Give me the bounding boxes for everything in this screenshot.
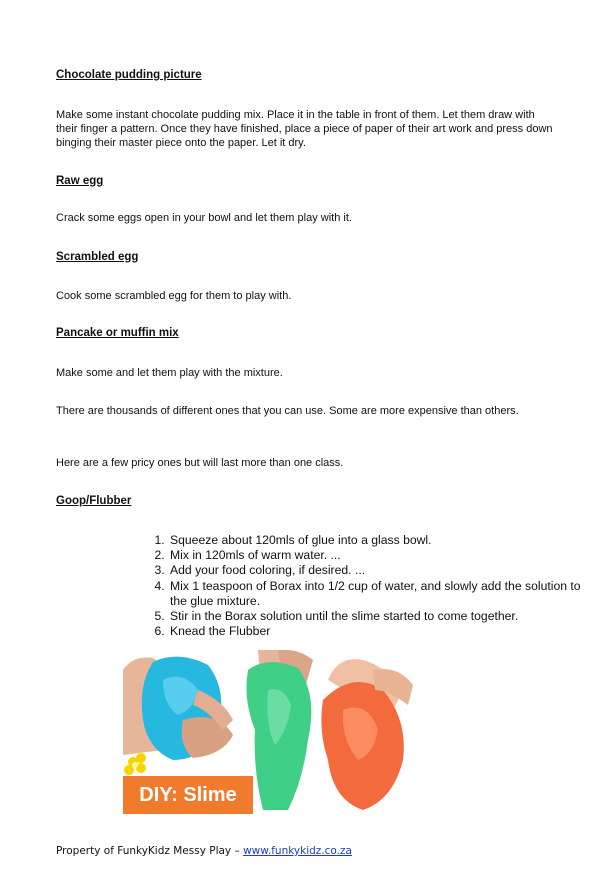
goop-steps-list [150, 533, 588, 639]
green-slime-hand [247, 650, 313, 810]
goop-step: 5. Stir in the Borax solution until the slime started to come together. [168, 609, 588, 624]
paragraph-thousands: There are thousands of different ones that you can use. Some are more expensive than others. [56, 405, 519, 417]
paragraph-chocolate-pudding: Make some instant chocolate pudding mix. Place it in the table in front of them. Let them draw with their finger a pattern. Once they have finished, place a piece of paper of their art work and press down binging their master piece onto the paper. Let it dry. [56, 109, 553, 149]
paragraph-scrambled-egg: Cook some scrambled egg for them to play with. [56, 290, 292, 302]
footer-text: Property of FunkyKidz Messy Play – [56, 845, 244, 857]
paragraph-raw-egg: Crack some eggs open in your bowl and let them play with it. [56, 212, 352, 224]
heading-pancake-muffin: Pancake or muffin mix [56, 327, 179, 339]
heading-scrambled-egg: Scrambled egg [56, 251, 139, 263]
footer [56, 845, 352, 857]
goop-step: 1. Squeeze about 120mls of glue into a glass bowl. [168, 533, 588, 548]
goop-step: 4. Mix 1 teaspoon of Borax into 1/2 cup of water, and slowly add the solution to the glue mixture. [168, 579, 588, 609]
flower-icon [124, 753, 146, 775]
heading-chocolate-pudding: Chocolate pudding picture [56, 69, 202, 81]
heading-raw-egg: Raw egg [56, 175, 104, 187]
diy-slime-photo [123, 650, 417, 814]
blue-slime-hand [123, 657, 233, 760]
orange-slime-hand [321, 659, 413, 810]
heading-goop-flubber: Goop/Flubber [56, 495, 132, 507]
goop-step: 3. Add your food coloring, if desired. ... [168, 563, 588, 578]
footer-link[interactable]: www.funkykidz.co.za [243, 845, 352, 857]
slime-illustration [123, 650, 417, 814]
goop-step: 2. Mix in 120mls of warm water. ... [168, 548, 588, 563]
paragraph-pricy: Here are a few pricy ones but will last more than one class. [56, 457, 344, 469]
goop-step: 6. Knead the Flubber [168, 624, 588, 639]
badge-text: DIY: Slime [139, 784, 237, 806]
paragraph-pancake-muffin: Make some and let them play with the mixture. [56, 367, 283, 379]
